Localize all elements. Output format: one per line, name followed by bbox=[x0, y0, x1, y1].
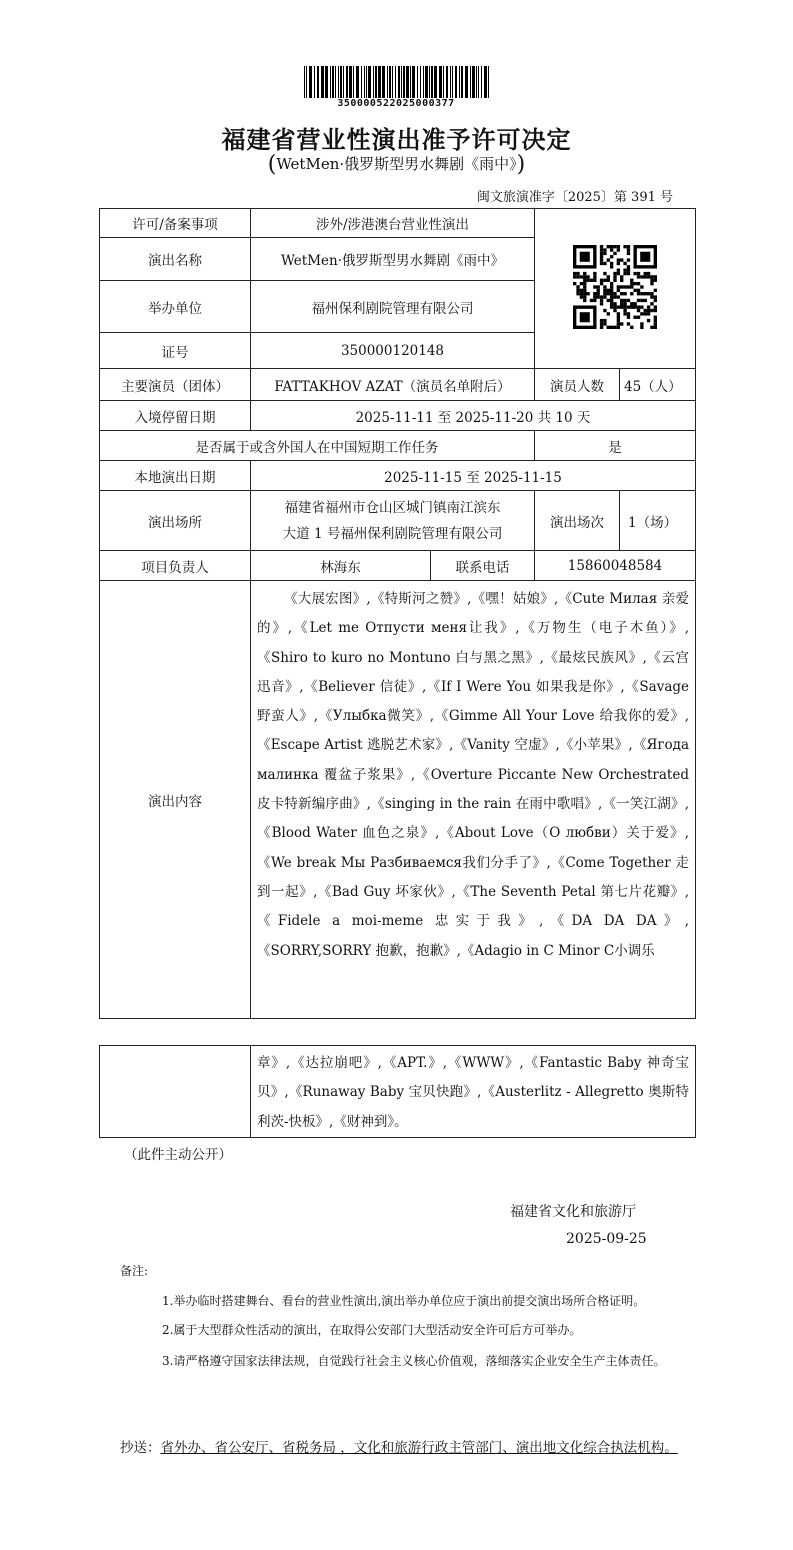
note-item-2: 2.属于大型群众性活动的演出，在取得公安部门大型活动安全许可后方可举办。 bbox=[162, 1323, 582, 1337]
document-title: 福建省营业性演出准予许可决定 bbox=[221, 126, 572, 154]
barcode-number: 350000522025000377 bbox=[337, 98, 455, 109]
venue-line-1: 福建省福州市仓山区城门镇南江滨东 bbox=[284, 499, 501, 516]
cc-label: 抄送： bbox=[120, 1440, 161, 1456]
cert-value: 350000120148 bbox=[251, 333, 535, 369]
qr-code-image bbox=[573, 245, 657, 329]
barcode-image bbox=[304, 66, 490, 98]
performers-value: FATTAKHOV AZAT（演员名单附后） bbox=[251, 369, 535, 401]
content-text-2: 章》,《达拉崩吧》,《APT.》,《WWW》,《Fantastic Baby 神奇宝贝》,《Runaway Baby 宝贝快跑》,《Austerlitz - Allegretto 奥斯特利茨-快板》,《财神到》。 bbox=[257, 1055, 689, 1130]
permit-table-continued bbox=[99, 1045, 696, 1138]
content-label: 演出内容 bbox=[100, 581, 251, 1019]
shortterm-value: 是 bbox=[535, 431, 696, 461]
note-item-1: 1.举办临时搭建舞台、看台的营业性演出,演出举办单位应于演出前提交演出场所合格证明。 bbox=[162, 1294, 646, 1308]
phone-value: 15860048584 bbox=[535, 551, 696, 581]
subtitle-text: WetMen·俄罗斯型男水舞剧《雨中》 bbox=[276, 155, 517, 173]
venue-value bbox=[251, 491, 535, 551]
permit-type-value: 涉外/涉港澳台营业性演出 bbox=[251, 209, 535, 238]
show-name-label: 演出名称 bbox=[100, 238, 251, 281]
document-subtitle: (WetMen·俄罗斯型男水舞剧《雨中》) bbox=[267, 152, 526, 177]
cc-recipients: 省外办、省公安厅、省税务局 ，文化和旅游行政主管部门、演出地文化综合执法机构。 bbox=[160, 1440, 678, 1456]
venue-line-2: 大道 1 号福州保利剧院管理有限公司 bbox=[282, 525, 503, 542]
show-name-value: WetMen·俄罗斯型男水舞剧《雨中》 bbox=[251, 238, 535, 281]
organizer-label: 举办单位 bbox=[100, 281, 251, 333]
content-value bbox=[251, 581, 696, 1019]
public-note: （此件主动公开） bbox=[124, 1147, 232, 1163]
entry-date-label: 入境停留日期 bbox=[100, 401, 251, 431]
manager-label: 项目负责人 bbox=[100, 551, 251, 581]
content-text-1: 《大展宏图》,《特斯河之赞》,《嘿！姑娘》,《Cute Милая 亲爱的》,《Let me Отпусти меня让我》,《万物生（电子木鱼）》,《Shiro to kuro no Montuno 白与黑之黑》,《最炫民族风》,《云宫迅音》,《Believer 信徒》,《If I Were You 如果我是你》,《Savage 野蛮人》,《Улыбка微笑》,《Gimme All Your Love 给我你的爱》,《Escape Artist 逃脱艺术家》,《Vanity 空虚》,《小苹果》,《Ягода малинка 覆盆子浆果》,《Overture Piccante New Orchestrated 皮卡特新编序曲》,《singing in the rain 在雨中歌唱》,《一笑江湖》,《Blood Water 血色之泉》,《About Love（О любви）关于爱》,《We break Мы Разбиваемся我们分手了》,《Come Together 走到一起》,《Bad Guy 坏家伙》,《The Seventh Petal 第七片花瓣》,《Fidele a moi-meme 忠实于我》,《DA DA DA》,《SORRY,SORRY 抱歉，抱歉》,《Adagio in C Minor C小调乐 bbox=[257, 591, 689, 959]
shortterm-label: 是否属于或含外国人在中国短期工作任务 bbox=[100, 431, 535, 461]
performer-count-label: 演员人数 bbox=[535, 369, 620, 401]
qr-cell bbox=[535, 209, 696, 369]
permit-type-label: 许可/备案事项 bbox=[100, 209, 251, 238]
content-value-continued bbox=[251, 1046, 696, 1138]
performer-count-value: 45（人） bbox=[620, 369, 696, 401]
cert-label: 证号 bbox=[100, 333, 251, 369]
document-number: 闽文旅演准字〔2025〕第 391 号 bbox=[476, 190, 673, 205]
issuer-name: 福建省文化和旅游厅 bbox=[510, 1204, 636, 1220]
issue-date: 2025-09-25 bbox=[566, 1231, 647, 1247]
permit-table bbox=[99, 208, 696, 1019]
content-label-continued bbox=[100, 1046, 251, 1138]
phone-label: 联系电话 bbox=[431, 551, 535, 581]
notes-label: 备注: bbox=[120, 1264, 149, 1278]
venue-label: 演出场所 bbox=[100, 491, 251, 551]
sessions-value: 1（场） bbox=[620, 491, 696, 551]
note-item-3: 3.请严格遵守国家法律法规，自觉践行社会主义核心价值观，落细落实企业安全生产主体责任。 bbox=[162, 1354, 666, 1368]
organizer-value: 福州保利剧院管理有限公司 bbox=[251, 281, 535, 333]
performers-label: 主要演员（团体） bbox=[100, 369, 251, 401]
entry-date-value: 2025-11-11 至 2025-11-20 共 10 天 bbox=[251, 401, 696, 431]
local-date-value: 2025-11-15 至 2025-11-15 bbox=[251, 461, 696, 491]
cc-line bbox=[120, 1436, 680, 1460]
manager-value: 林海东 bbox=[251, 551, 431, 581]
sessions-label: 演出场次 bbox=[535, 491, 620, 551]
local-date-label: 本地演出日期 bbox=[100, 461, 251, 491]
